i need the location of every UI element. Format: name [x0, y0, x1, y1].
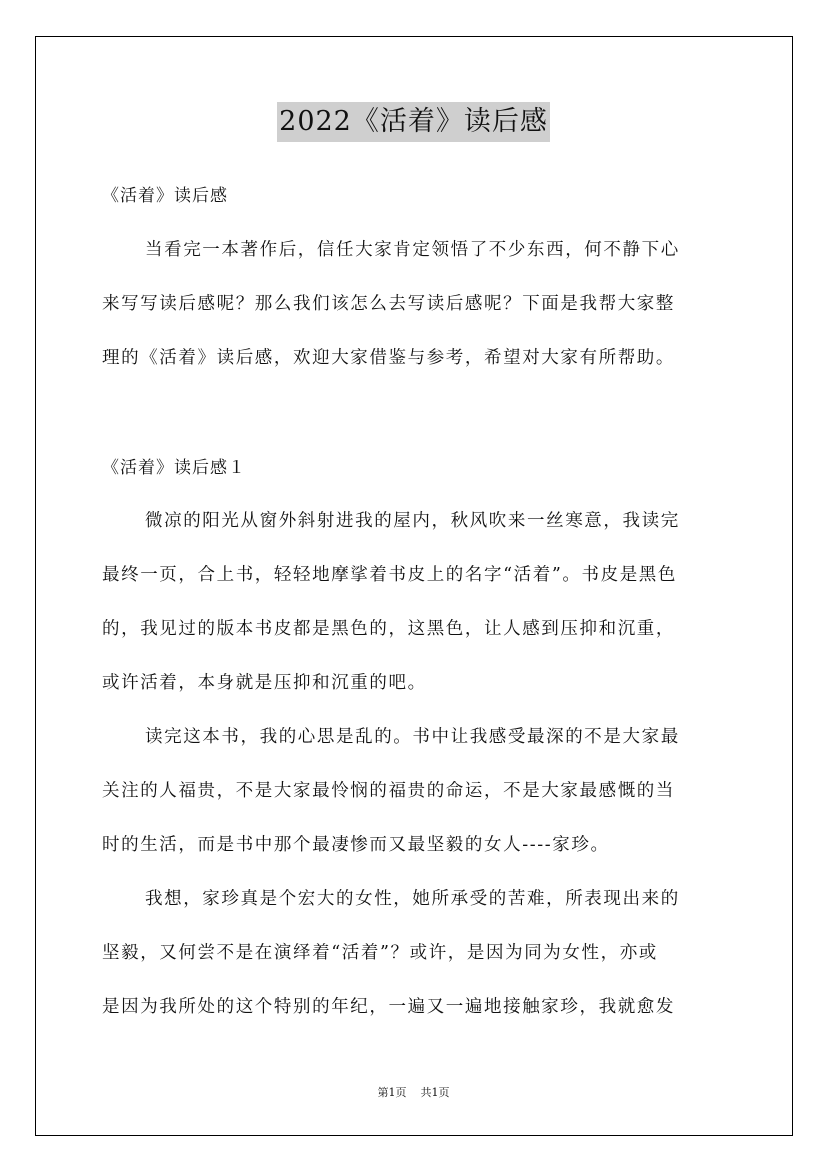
paragraph-line: 来写写读后感呢？那么我们该怎么去写读后感呢？下面是我帮大家整: [102, 294, 675, 314]
paragraph-line: 坚毅，又何尝不是在演绎着“活着”？或许，是因为同为女性，亦或: [102, 943, 658, 963]
paragraph-line: 读完这本书，我的心思是乱的。书中让我感受最深的不是大家最: [145, 727, 680, 747]
page-footer: [0, 1084, 827, 1100]
paragraph-line: 是因为我所处的这个特别的年纪，一遍又一遍地接触家珍，我就愈发: [102, 997, 675, 1017]
title-wrap: [0, 102, 827, 142]
paragraph-line: 关注的人福贵，不是大家最怜悯的福贵的命运，不是大家最感慨的当: [102, 781, 675, 801]
section-heading-main: 《活着》读后感: [102, 186, 228, 206]
paragraph-line: 我想，家珍真是个宏大的女性，她所承受的苦难，所表现出来的: [145, 889, 680, 909]
section-heading-1: 《活着》读后感１: [102, 458, 246, 478]
paragraph-line: 或许活着，本身就是压抑和沉重的吧。: [102, 673, 427, 693]
paragraph-line: 微凉的阳光从窗外斜射进我的屋内，秋风吹来一丝寒意，我读完: [145, 511, 680, 531]
paragraph-line: 时的生活，而是书中那个最凄惨而又最坚毅的女人----家珍。: [102, 835, 610, 855]
paragraph-line: 理的《活着》读后感，欢迎大家借鉴与参考，希望对大家有所帮助。: [102, 348, 675, 368]
document-title: 2022《活着》读后感: [277, 102, 550, 142]
paragraph-line: 最终一页，合上书，轻轻地摩挲着书皮上的名字“活着”。书皮是黑色: [102, 565, 677, 585]
paragraph-line: 当看完一本著作后，信任大家肯定领悟了不少东西，何不静下心: [145, 240, 680, 260]
page-number-current: 第1页: [377, 1086, 407, 1099]
page-number-total: 共1页: [420, 1086, 450, 1099]
paragraph-line: 的，我见过的版本书皮都是黑色的，这黑色，让人感到压抑和沉重，: [102, 619, 675, 639]
